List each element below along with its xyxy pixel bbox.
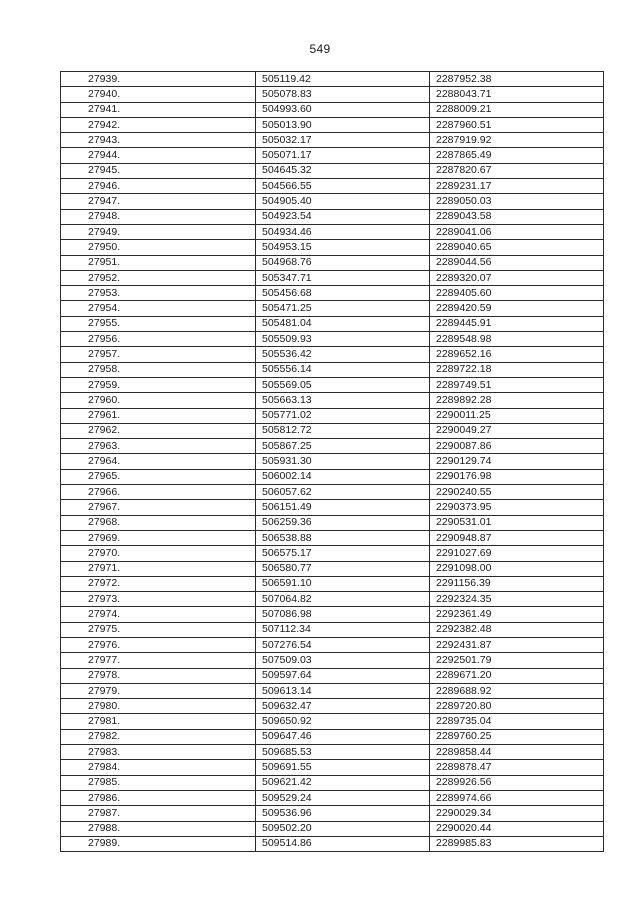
easting-cell: 505556.14 xyxy=(256,362,430,377)
northing-cell: 2290087.86 xyxy=(430,439,604,454)
point-number-cell: 27948. xyxy=(61,209,256,224)
easting-cell: 505013.90 xyxy=(256,117,430,132)
easting-cell: 506259.36 xyxy=(256,515,430,530)
northing-cell: 2287919.92 xyxy=(430,133,604,148)
northing-cell: 2289548.98 xyxy=(430,332,604,347)
table-row xyxy=(61,72,604,87)
table-row xyxy=(61,148,604,163)
table-row xyxy=(61,546,604,561)
point-number-cell: 27963. xyxy=(61,439,256,454)
table-row xyxy=(61,209,604,224)
coordinates-table-body xyxy=(61,72,604,852)
table-row xyxy=(61,286,604,301)
easting-cell: 509621.42 xyxy=(256,775,430,790)
point-number-cell: 27960. xyxy=(61,393,256,408)
table-row xyxy=(61,775,604,790)
northing-cell: 2292324.35 xyxy=(430,592,604,607)
table-row xyxy=(61,500,604,515)
point-number-cell: 27953. xyxy=(61,286,256,301)
northing-cell: 2288009.21 xyxy=(430,102,604,117)
point-number-cell: 27969. xyxy=(61,530,256,545)
easting-cell: 506575.17 xyxy=(256,546,430,561)
northing-cell: 2289688.92 xyxy=(430,683,604,698)
northing-cell: 2289720.80 xyxy=(430,699,604,714)
point-number-cell: 27955. xyxy=(61,316,256,331)
table-row xyxy=(61,637,604,652)
point-number-cell: 27988. xyxy=(61,821,256,836)
easting-cell: 505536.42 xyxy=(256,347,430,362)
table-row xyxy=(61,760,604,775)
northing-cell: 2289420.59 xyxy=(430,301,604,316)
point-number-cell: 27958. xyxy=(61,362,256,377)
easting-cell: 504993.60 xyxy=(256,102,430,117)
point-number-cell: 27975. xyxy=(61,622,256,637)
northing-cell: 2290373.95 xyxy=(430,500,604,515)
point-number-cell: 27954. xyxy=(61,301,256,316)
northing-cell: 2289044.56 xyxy=(430,255,604,270)
northing-cell: 2292361.49 xyxy=(430,607,604,622)
table-row xyxy=(61,163,604,178)
easting-cell: 504566.55 xyxy=(256,179,430,194)
table-row xyxy=(61,561,604,576)
northing-cell: 2292501.79 xyxy=(430,653,604,668)
table-row xyxy=(61,423,604,438)
point-number-cell: 27951. xyxy=(61,255,256,270)
easting-cell: 504934.46 xyxy=(256,224,430,239)
point-number-cell: 27985. xyxy=(61,775,256,790)
easting-cell: 504953.15 xyxy=(256,240,430,255)
table-row xyxy=(61,332,604,347)
table-row xyxy=(61,485,604,500)
easting-cell: 509691.55 xyxy=(256,760,430,775)
northing-cell: 2290020.44 xyxy=(430,821,604,836)
northing-cell: 2290948.87 xyxy=(430,530,604,545)
point-number-cell: 27986. xyxy=(61,790,256,805)
easting-cell: 507509.03 xyxy=(256,653,430,668)
easting-cell: 509529.24 xyxy=(256,790,430,805)
table-row xyxy=(61,668,604,683)
point-number-cell: 27952. xyxy=(61,270,256,285)
point-number-cell: 27945. xyxy=(61,163,256,178)
easting-cell: 507064.82 xyxy=(256,592,430,607)
table-row xyxy=(61,607,604,622)
point-number-cell: 27962. xyxy=(61,423,256,438)
point-number-cell: 27980. xyxy=(61,699,256,714)
table-row xyxy=(61,117,604,132)
easting-cell: 506538.88 xyxy=(256,530,430,545)
easting-cell: 505119.42 xyxy=(256,72,430,87)
table-row xyxy=(61,592,604,607)
northing-cell: 2289974.66 xyxy=(430,790,604,805)
point-number-cell: 27964. xyxy=(61,454,256,469)
easting-cell: 509613.14 xyxy=(256,683,430,698)
point-number-cell: 27956. xyxy=(61,332,256,347)
northing-cell: 2287820.67 xyxy=(430,163,604,178)
northing-cell: 2290029.34 xyxy=(430,806,604,821)
point-number-cell: 27957. xyxy=(61,347,256,362)
table-row xyxy=(61,530,604,545)
northing-cell: 2290240.55 xyxy=(430,485,604,500)
point-number-cell: 27946. xyxy=(61,179,256,194)
table-row xyxy=(61,729,604,744)
point-number-cell: 27944. xyxy=(61,148,256,163)
northing-cell: 2291098.00 xyxy=(430,561,604,576)
table-row xyxy=(61,714,604,729)
point-number-cell: 27970. xyxy=(61,546,256,561)
easting-cell: 507112.34 xyxy=(256,622,430,637)
point-number-cell: 27947. xyxy=(61,194,256,209)
northing-cell: 2290176.98 xyxy=(430,469,604,484)
northing-cell: 2289231.17 xyxy=(430,179,604,194)
northing-cell: 2288043.71 xyxy=(430,87,604,102)
northing-cell: 2289985.83 xyxy=(430,836,604,851)
easting-cell: 507276.54 xyxy=(256,637,430,652)
point-number-cell: 27973. xyxy=(61,592,256,607)
point-number-cell: 27976. xyxy=(61,637,256,652)
easting-cell: 509647.46 xyxy=(256,729,430,744)
table-row xyxy=(61,683,604,698)
northing-cell: 2289735.04 xyxy=(430,714,604,729)
point-number-cell: 27943. xyxy=(61,133,256,148)
northing-cell: 2290129.74 xyxy=(430,454,604,469)
easting-cell: 505032.17 xyxy=(256,133,430,148)
easting-cell: 505471.25 xyxy=(256,301,430,316)
northing-cell: 2289043.58 xyxy=(430,209,604,224)
easting-cell: 505481.04 xyxy=(256,316,430,331)
easting-cell: 505663.13 xyxy=(256,393,430,408)
easting-cell: 505867.25 xyxy=(256,439,430,454)
easting-cell: 505771.02 xyxy=(256,408,430,423)
easting-cell: 506057.62 xyxy=(256,485,430,500)
table-row xyxy=(61,790,604,805)
northing-cell: 2289041.06 xyxy=(430,224,604,239)
point-number-cell: 27982. xyxy=(61,729,256,744)
point-number-cell: 27967. xyxy=(61,500,256,515)
table-row xyxy=(61,653,604,668)
point-number-cell: 27987. xyxy=(61,806,256,821)
table-row xyxy=(61,179,604,194)
northing-cell: 2291156.39 xyxy=(430,576,604,591)
table-row xyxy=(61,408,604,423)
northing-cell: 2289878.47 xyxy=(430,760,604,775)
easting-cell: 504923.54 xyxy=(256,209,430,224)
easting-cell: 509597.64 xyxy=(256,668,430,683)
easting-cell: 507086.98 xyxy=(256,607,430,622)
point-number-cell: 27972. xyxy=(61,576,256,591)
table-row xyxy=(61,362,604,377)
table-row xyxy=(61,576,604,591)
point-number-cell: 27989. xyxy=(61,836,256,851)
easting-cell: 506591.10 xyxy=(256,576,430,591)
easting-cell: 509632.47 xyxy=(256,699,430,714)
northing-cell: 2290011.25 xyxy=(430,408,604,423)
northing-cell: 2289405.60 xyxy=(430,286,604,301)
point-number-cell: 27979. xyxy=(61,683,256,698)
table-row xyxy=(61,347,604,362)
easting-cell: 505071.17 xyxy=(256,148,430,163)
table-row xyxy=(61,255,604,270)
point-number-cell: 27977. xyxy=(61,653,256,668)
easting-cell: 505812.72 xyxy=(256,423,430,438)
easting-cell: 509650.92 xyxy=(256,714,430,729)
table-row xyxy=(61,393,604,408)
point-number-cell: 27981. xyxy=(61,714,256,729)
table-row xyxy=(61,240,604,255)
northing-cell: 2289926.56 xyxy=(430,775,604,790)
easting-cell: 505456.68 xyxy=(256,286,430,301)
table-row xyxy=(61,806,604,821)
table-row xyxy=(61,133,604,148)
table-row xyxy=(61,745,604,760)
easting-cell: 504968.76 xyxy=(256,255,430,270)
northing-cell: 2289892.28 xyxy=(430,393,604,408)
point-number-cell: 27959. xyxy=(61,377,256,392)
point-number-cell: 27984. xyxy=(61,760,256,775)
easting-cell: 506580.77 xyxy=(256,561,430,576)
table-row xyxy=(61,454,604,469)
northing-cell: 2290049.27 xyxy=(430,423,604,438)
table-row xyxy=(61,377,604,392)
easting-cell: 506002.14 xyxy=(256,469,430,484)
northing-cell: 2289858.44 xyxy=(430,745,604,760)
easting-cell: 509685.53 xyxy=(256,745,430,760)
table-row xyxy=(61,270,604,285)
northing-cell: 2287960.51 xyxy=(430,117,604,132)
point-number-cell: 27949. xyxy=(61,224,256,239)
point-number-cell: 27940. xyxy=(61,87,256,102)
table-row xyxy=(61,102,604,117)
easting-cell: 509514.86 xyxy=(256,836,430,851)
table-row xyxy=(61,439,604,454)
page-number: 549 xyxy=(309,42,331,56)
northing-cell: 2291027.69 xyxy=(430,546,604,561)
northing-cell: 2289050.03 xyxy=(430,194,604,209)
northing-cell: 2289652.16 xyxy=(430,347,604,362)
northing-cell: 2289320.07 xyxy=(430,270,604,285)
northing-cell: 2290531.01 xyxy=(430,515,604,530)
easting-cell: 509502.20 xyxy=(256,821,430,836)
point-number-cell: 27966. xyxy=(61,485,256,500)
table-row xyxy=(61,821,604,836)
easting-cell: 505509.93 xyxy=(256,332,430,347)
point-number-cell: 27950. xyxy=(61,240,256,255)
point-number-cell: 27968. xyxy=(61,515,256,530)
northing-cell: 2287952.38 xyxy=(430,72,604,87)
easting-cell: 509536.96 xyxy=(256,806,430,821)
point-number-cell: 27974. xyxy=(61,607,256,622)
northing-cell: 2292431.87 xyxy=(430,637,604,652)
northing-cell: 2289722.18 xyxy=(430,362,604,377)
northing-cell: 2289760.25 xyxy=(430,729,604,744)
point-number-cell: 27942. xyxy=(61,117,256,132)
northing-cell: 2289040.65 xyxy=(430,240,604,255)
table-row xyxy=(61,87,604,102)
table-row xyxy=(61,836,604,851)
table-row xyxy=(61,622,604,637)
point-number-cell: 27978. xyxy=(61,668,256,683)
easting-cell: 505569.05 xyxy=(256,377,430,392)
coordinates-table xyxy=(60,71,604,852)
table-row xyxy=(61,699,604,714)
table-row xyxy=(61,316,604,331)
table-row xyxy=(61,224,604,239)
point-number-cell: 27983. xyxy=(61,745,256,760)
point-number-cell: 27961. xyxy=(61,408,256,423)
easting-cell: 504645.32 xyxy=(256,163,430,178)
table-row xyxy=(61,301,604,316)
table-row xyxy=(61,515,604,530)
point-number-cell: 27939. xyxy=(61,72,256,87)
point-number-cell: 27965. xyxy=(61,469,256,484)
easting-cell: 504905.40 xyxy=(256,194,430,209)
point-number-cell: 27941. xyxy=(61,102,256,117)
northing-cell: 2292382.48 xyxy=(430,622,604,637)
northing-cell: 2289671.20 xyxy=(430,668,604,683)
easting-cell: 506151.49 xyxy=(256,500,430,515)
point-number-cell: 27971. xyxy=(61,561,256,576)
table-row xyxy=(61,469,604,484)
easting-cell: 505347.71 xyxy=(256,270,430,285)
easting-cell: 505078.83 xyxy=(256,87,430,102)
easting-cell: 505931.30 xyxy=(256,454,430,469)
northing-cell: 2289445.91 xyxy=(430,316,604,331)
table-row xyxy=(61,194,604,209)
northing-cell: 2289749.51 xyxy=(430,377,604,392)
northing-cell: 2287865.49 xyxy=(430,148,604,163)
